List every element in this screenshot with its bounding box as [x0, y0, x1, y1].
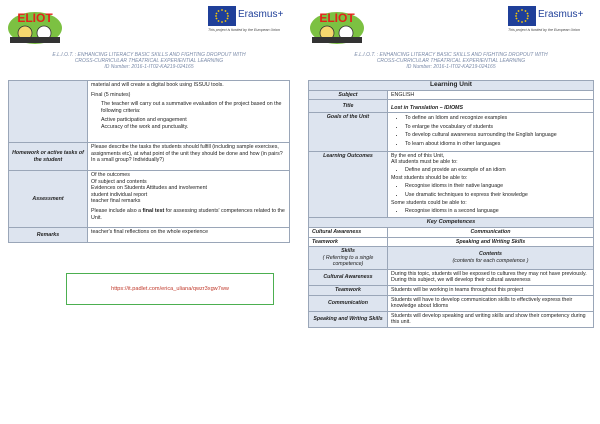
eliot-logo: [308, 6, 366, 46]
eu-flag-icon: [508, 6, 536, 26]
skills-header: Skills ( Referring to a single competence): [309, 247, 388, 270]
list-item: • Recognise idioms in a second language: [405, 208, 590, 215]
remarks-label: Remarks: [9, 228, 88, 243]
list-item: • Use dramatic techniques to express their knowledge: [405, 192, 590, 199]
table-row: [9, 143, 290, 171]
table-row: [309, 227, 594, 237]
right-page: [302, 0, 600, 424]
title-label: Title: [309, 100, 388, 113]
learning-unit-title: Learning Unit: [309, 81, 594, 91]
goals-label: Goals of the Unit: [309, 113, 388, 151]
project-line-1: E.L.I.O.T. : ENHANCING LITERACY BASIC SKILLS AND FIGHTING DROPOUT WITH: [354, 52, 548, 58]
table-row: [309, 237, 594, 247]
project-line-2: CROSS-CURRICULAR THEATRICAL EXPERIENTIAL LEARNING: [376, 58, 526, 64]
list-item: • Recognise idioms in their native language: [405, 183, 590, 190]
left-page: [0, 0, 298, 424]
content-speaking-writing: Students will develop speaking and writing skills and show their competency during this unit.: [388, 311, 594, 327]
skill-speaking-writing: Speaking and Writing Skills: [309, 311, 388, 327]
table-row: [309, 286, 594, 296]
subject-value: ENGLISH: [388, 90, 594, 100]
logo-text: ELIOT: [319, 11, 355, 25]
key-competences-label: Key Competences: [309, 218, 594, 228]
table-row: [309, 151, 594, 218]
table-row: [309, 247, 594, 270]
erasmus-label: Erasmus+: [238, 9, 284, 20]
skill-teamwork: Teamwork: [309, 286, 388, 296]
eu-funding-note: This project is funded by the European Union: [508, 28, 580, 32]
table-row: [309, 113, 594, 151]
kc-teamwork: Teamwork: [309, 237, 388, 247]
lesson-table: [8, 80, 290, 243]
skill-communication: Communication: [309, 295, 388, 311]
skill-cultural-awareness: Cultural Awareness: [309, 269, 388, 285]
eliot-logo: [6, 6, 64, 46]
eu-logo: [508, 6, 598, 36]
homework-label: Homework or active tasks of the student: [9, 143, 88, 171]
project-line-3: ID Number: 2016-1-IT02-KA219-024165: [406, 64, 496, 70]
homework-text: Please describe the tasks the students should fulfill (including sample exercises, assignments etc), at what point of the unit they should be done and how (in pairs? In a small group? Individually?): [88, 143, 290, 171]
padlet-link-box: [66, 273, 274, 305]
kc-cultural-awareness: Cultural Awareness: [309, 227, 388, 237]
table-row: [309, 90, 594, 100]
erasmus-label: Erasmus+: [538, 9, 584, 20]
table-row: [309, 311, 594, 327]
table-row: [309, 81, 594, 91]
table-row: [309, 269, 594, 285]
title-value: Lost in Translation – IDIOMS: [388, 100, 594, 113]
list-item: • To learn about idioms in other languages: [405, 141, 590, 148]
goals-list: [388, 113, 594, 151]
table-row: [309, 218, 594, 228]
project-line-1: E.L.I.O.T. : ENHANCING LITERACY BASIC SKILLS AND FIGHTING DROPOUT WITH: [52, 52, 246, 58]
kc-speaking-writing: Speaking and Writing Skills: [388, 237, 594, 247]
assessment-text: Of the outcomes Of subject and contents Evidences on Students Attitudes and involvement student individual report teacher final remarks Please include also a final test for assessing students' competences related to the Unit.: [88, 171, 290, 228]
content-communication: Students will have to develop communication skills to effectively express their knowledge about Idioms: [388, 295, 594, 311]
table-row: [9, 171, 290, 228]
list-item: • To define an Idiom and recognize examples: [405, 115, 590, 122]
table-row: [309, 295, 594, 311]
kc-communication: Communication: [388, 227, 594, 237]
eu-flag-icon: [208, 6, 236, 26]
subject-label: Subject: [309, 90, 388, 100]
list-item: • Define and provide an example of an idiom: [405, 167, 590, 174]
eu-logo: [208, 6, 298, 36]
remarks-text: teacher's final reflections on the whole experience: [88, 228, 290, 243]
list-item: • To enlarge the vocabulary of students: [405, 124, 590, 131]
list-item: • To develop cultural awareness surrounding the English language: [405, 132, 590, 139]
content-cultural-awareness: During this topic, students will be exposed to cultures they may not have previously. During this subject, we will develop their cultural awareness: [388, 269, 594, 285]
eu-funding-note: This project is funded by the European Union: [208, 28, 280, 32]
contents-header: Contents (contents for each competence ): [388, 247, 594, 270]
learning-unit-table: [308, 80, 594, 328]
assessment-label: Assessment: [9, 171, 88, 228]
table-row: [9, 81, 290, 143]
content-teamwork: Students will be working in teams throughout this project: [388, 286, 594, 296]
outcomes-label: Learning Outcomes: [309, 151, 388, 218]
project-header: [0, 52, 298, 70]
padlet-link[interactable]: https://it.padlet.com/erica_uliana/qwzr3xgw7ww: [111, 286, 229, 292]
logo-text: ELIOT: [17, 11, 53, 25]
project-line-3: ID Number: 2016-1-IT02-KA219-024165: [104, 64, 194, 70]
project-line-2: CROSS-CURRICULAR THEATRICAL EXPERIENTIAL LEARNING: [74, 58, 224, 64]
table-row: [9, 228, 290, 243]
activities-cell: material and will create a digital book using ISSUU tools. Final (5 minutes) The teacher will carry out a summative evaluation of the project based on the following criteria: Active participation and engagement Accuracy of the work and punctuality.: [88, 81, 290, 143]
outcomes-cell: By the end of this Unit, All students must be able to: • Define and provide an example of an idiom Most students should be able to: • Recognise idioms in their native language • Use dramatic techniques to express their knowledge Some students could be able to: • Recognise idioms in a second language: [388, 151, 594, 218]
table-row: [309, 100, 594, 113]
project-header: [302, 52, 600, 70]
